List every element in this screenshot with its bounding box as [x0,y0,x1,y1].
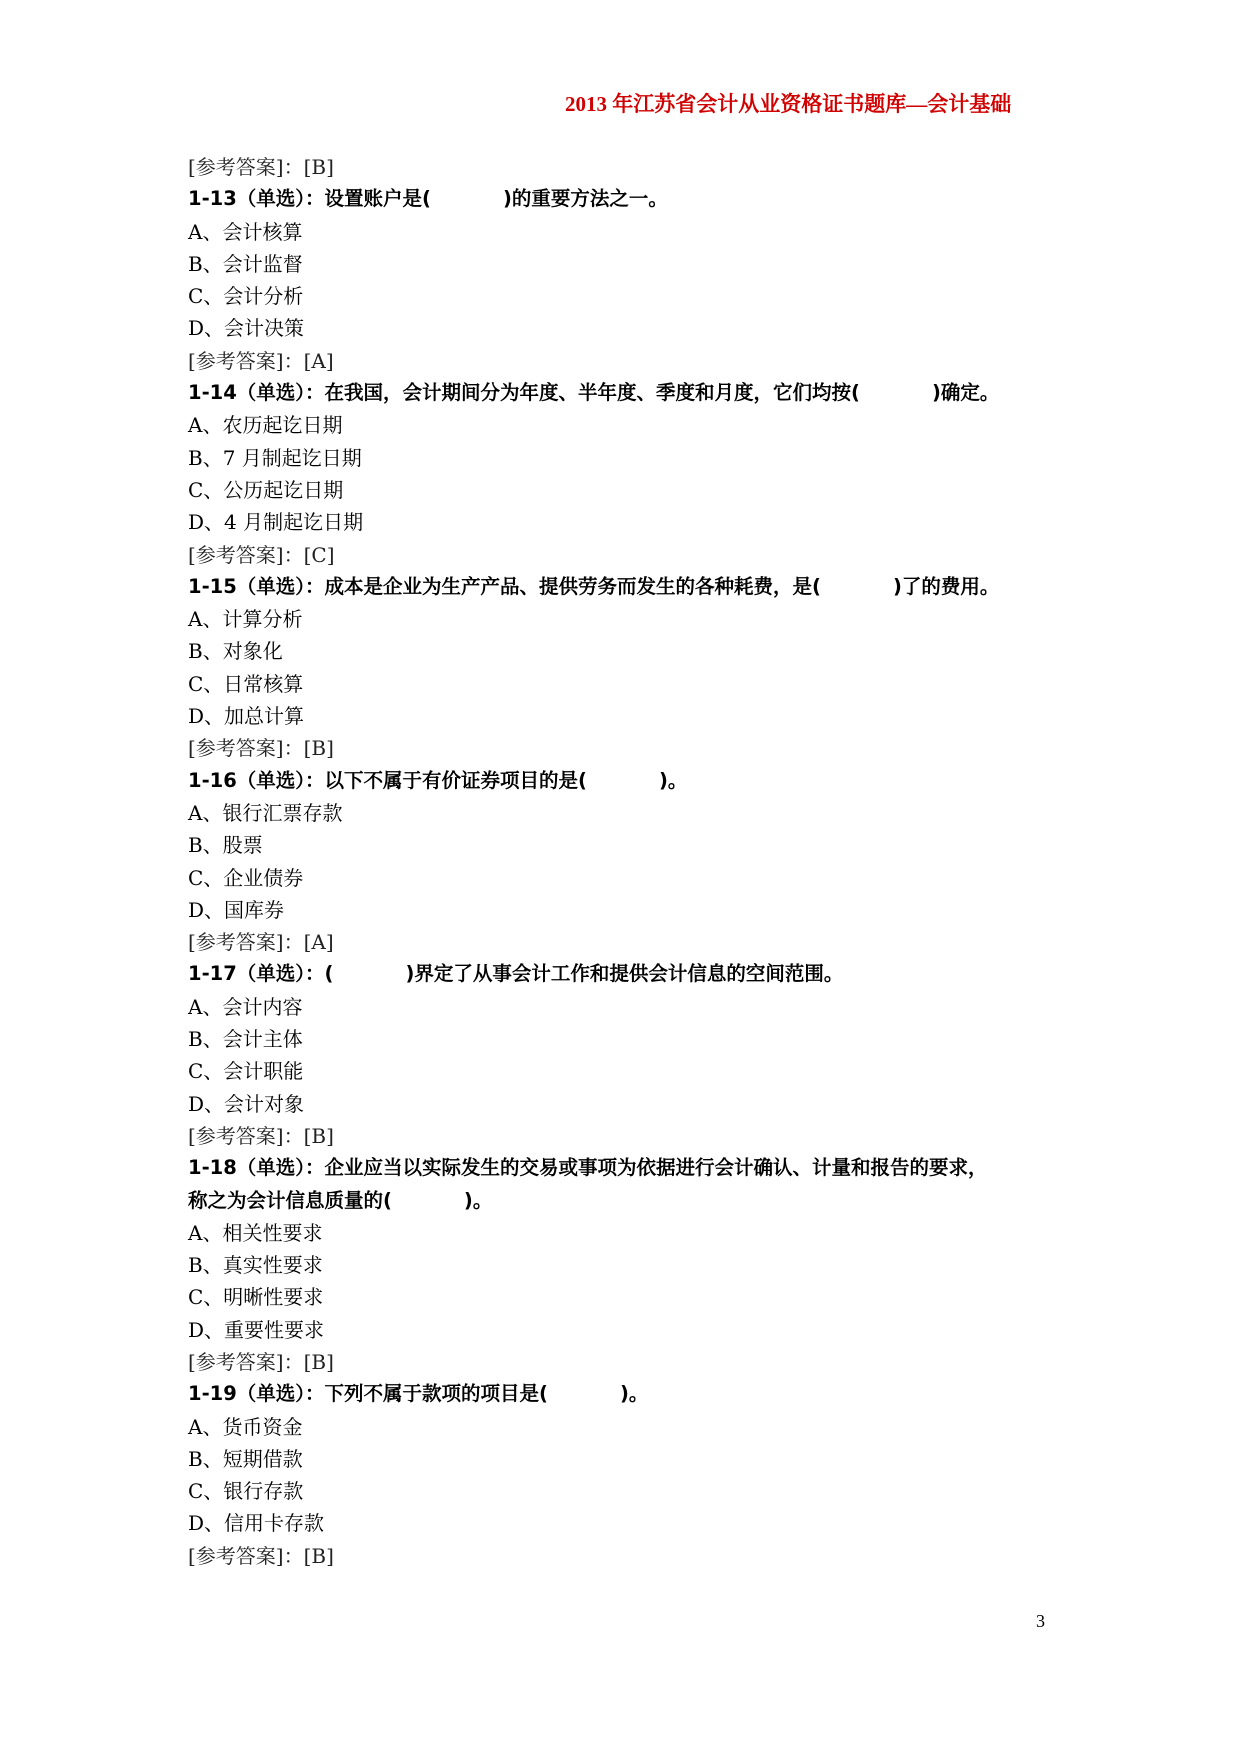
answer-line: [参考答案]：[B] [188,1123,334,1148]
answer-line: [参考答案]：[B] [188,155,334,179]
option-b: B、对象化 [188,639,283,664]
answer-line: [参考答案]：[B] [188,736,334,761]
answer-line: [参考答案]：[C] [188,542,335,567]
option-d: D、国库券 [188,897,285,922]
answer-line: [参考答案]：[A] [188,930,334,955]
option-d: D、加总计算 [188,704,305,729]
option-b: B、7 月制起讫日期 [188,445,362,470]
option-d: D、4 月制起讫日期 [188,510,364,535]
option-d: D、信用卡存款 [188,1511,325,1536]
option-a: A、农历起讫日期 [188,413,343,438]
answer-line: [参考答案]：[B] [188,1349,334,1374]
option-b: B、会计监督 [188,251,303,276]
option-d: D、会计对象 [188,1091,305,1116]
question-1-15: 1-15（单选）：成本是企业为生产产品、提供劳务而发生的各种耗费，是( )了的费用。 [188,574,1000,598]
page-number: 3 [1036,1611,1045,1631]
option-a: A、会计内容 [188,994,303,1019]
option-c: C、日常核算 [188,671,304,696]
question-1-14: 1-14（单选）：在我国，会计期间分为年度、半年度、季度和月度，它们均按( )确定。 [188,381,1000,405]
option-c: C、会计分析 [188,284,304,309]
answer-line: [参考答案]：[A] [188,348,334,373]
document-header-title: 2013 年江苏省会计从业资格证书题库—会计基础 [565,92,1012,116]
option-c: C、企业债券 [188,865,304,890]
option-c: C、公历起讫日期 [188,477,344,502]
question-list [188,151,1078,1572]
option-d: D、重要性要求 [188,1317,325,1342]
option-b: B、会计主体 [188,1027,303,1052]
option-b: B、股票 [188,833,263,858]
option-a: A、银行汇票存款 [188,800,343,825]
question-1-18: 1-18（单选）：企业应当以实际发生的交易或事项为依据进行会计确认、计量和报告的要求， [188,1156,988,1180]
answer-line: [参考答案]：[B] [188,1543,334,1568]
question-1-19: 1-19（单选）：下列不属于款项的项目是( )。 [188,1382,649,1406]
option-b: B、真实性要求 [188,1253,323,1278]
option-a: A、货币资金 [188,1414,303,1439]
option-d: D、会计决策 [188,316,305,341]
question-1-17: 1-17（单选）：( )界定了从事会计工作和提供会计信息的空间范围。 [188,962,844,986]
question-1-16: 1-16（单选）：以下不属于有价证券项目的是( )。 [188,768,688,792]
option-b: B、短期借款 [188,1446,303,1471]
option-a: A、计算分析 [188,607,303,632]
question-1-18-continued: 称之为会计信息质量的( )。 [188,1188,493,1212]
option-c: C、会计职能 [188,1059,304,1084]
option-a: A、相关性要求 [188,1220,323,1245]
option-c: C、明晰性要求 [188,1285,324,1310]
option-c: C、银行存款 [188,1479,304,1504]
question-1-13: 1-13（单选）：设置账户是( )的重要方法之一。 [188,187,668,211]
option-a: A、会计核算 [188,219,303,244]
